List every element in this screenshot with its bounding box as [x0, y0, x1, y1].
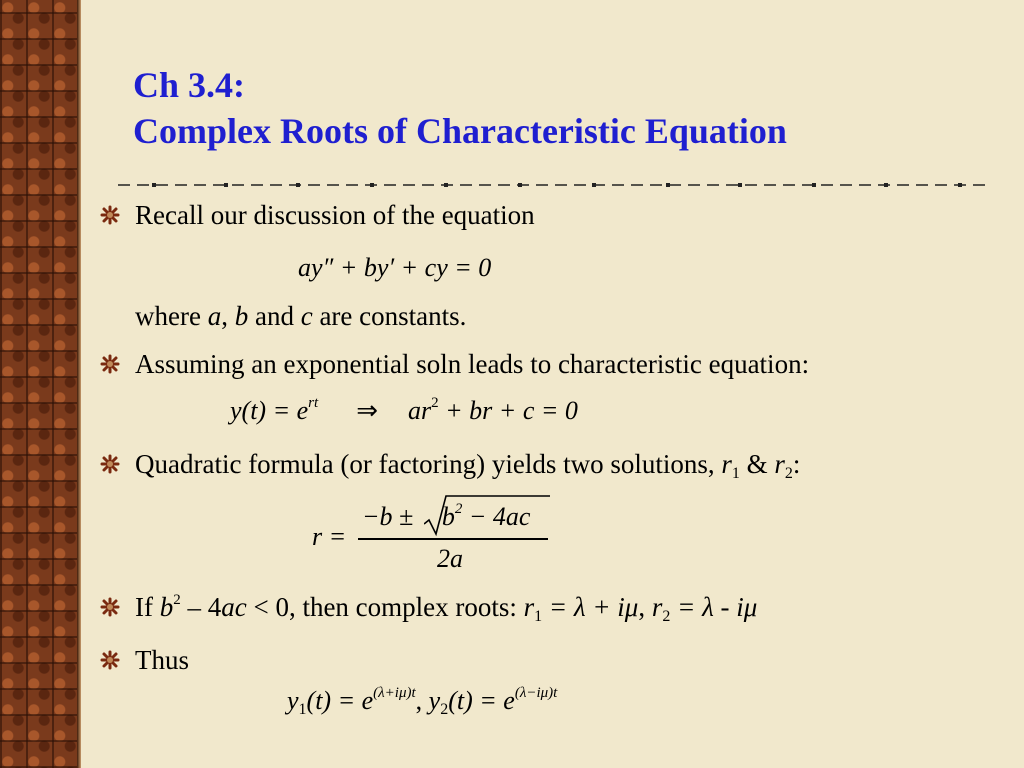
- title-line-2: Complex Roots of Characteristic Equation: [133, 111, 787, 151]
- asterisk-flower-icon: [100, 205, 120, 225]
- bullet-text-3: [135, 448, 800, 485]
- where-prefix: where: [135, 301, 208, 331]
- exp-sup: rt: [308, 395, 319, 411]
- decorative-border: [0, 0, 77, 768]
- ode-equation: ay″ + by′ + cy = 0: [298, 253, 492, 282]
- bullet-text-2: Assuming an exponential soln leads to characteristic equation:: [135, 349, 810, 379]
- char-eq-sup: 2: [431, 395, 439, 411]
- root1-r: r: [523, 592, 535, 622]
- quad-denominator: 2a: [437, 544, 463, 573]
- quad-rad-b: b: [441, 502, 455, 531]
- fraction-bar: [358, 538, 548, 540]
- char-eq-a: ar: [407, 396, 432, 425]
- implies-symbol: ⇒: [356, 396, 378, 425]
- cond-b: b: [159, 592, 174, 622]
- asterisk-flower-icon: [100, 650, 120, 670]
- sol2-sup: (λ−iμ)t: [514, 685, 558, 701]
- var-a: a: [207, 301, 222, 331]
- bullet-text-1: Recall our discussion of the equation: [135, 200, 535, 230]
- constants-note: [135, 300, 466, 332]
- sol1-mid: (t) = e: [306, 686, 374, 715]
- root-sep: ,: [638, 592, 652, 622]
- bullet-4-lead: If: [135, 592, 160, 622]
- r1: r: [721, 449, 732, 479]
- characteristic-equation: [230, 396, 578, 426]
- bullet-text-5: Thus: [135, 645, 189, 675]
- exp-solution: y(t) = e: [230, 396, 309, 425]
- cond-rest: – 4: [180, 592, 222, 622]
- var-b: b: [234, 301, 249, 331]
- root1-sub: 1: [534, 608, 543, 625]
- quad-lhs: r =: [312, 522, 347, 551]
- general-solutions: [287, 686, 557, 716]
- amp: &: [739, 449, 775, 479]
- where-suffix: are constants.: [312, 301, 467, 331]
- quad-num-a: −b ±: [362, 502, 420, 531]
- sep: ,: [221, 301, 235, 331]
- cond-sup: 2: [173, 592, 181, 608]
- quad-rad-rest: − 4ac: [462, 502, 531, 531]
- asterisk-flower-icon: [100, 454, 120, 474]
- and: and: [248, 301, 301, 331]
- root2-r: r: [651, 592, 663, 622]
- root2-rest: = λ - iμ: [670, 592, 758, 622]
- sol2-y: y: [428, 686, 441, 715]
- slide-title: [133, 62, 787, 154]
- border-edge: [77, 0, 81, 768]
- root1-rest: = λ + iμ: [542, 592, 639, 622]
- radical-sign: [424, 494, 550, 538]
- sol2-sub: 2: [440, 701, 449, 718]
- sol1-y: y: [287, 686, 299, 715]
- sol1-sub: 1: [298, 701, 307, 718]
- var-c: c: [300, 301, 313, 331]
- quadratic-formula: [312, 494, 572, 580]
- cond-tail: < 0, then complex roots:: [246, 592, 524, 622]
- cond-ac: ac: [221, 592, 247, 622]
- quad-rad-sup: 2: [454, 501, 463, 517]
- root2-sub: 2: [662, 608, 671, 625]
- r1-sub: 1: [731, 465, 740, 482]
- sol-sep: ,: [415, 686, 429, 715]
- title-divider: [118, 183, 990, 187]
- char-eq-rest: + br + c = 0: [438, 396, 578, 425]
- asterisk-flower-icon: [100, 354, 120, 374]
- r2: r: [774, 449, 785, 479]
- bullet-3-lead: Quadratic formula (or factoring) yields two solutions,: [135, 449, 722, 479]
- r2-sub: 2: [784, 465, 793, 482]
- asterisk-flower-icon: [100, 597, 120, 617]
- sol2-mid: (t) = e: [448, 686, 515, 715]
- sol1-sup: (λ+iμ)t: [373, 685, 416, 701]
- title-line-1: Ch 3.4:: [133, 65, 246, 105]
- colon: :: [792, 449, 801, 479]
- bullet-text-4: [135, 591, 757, 628]
